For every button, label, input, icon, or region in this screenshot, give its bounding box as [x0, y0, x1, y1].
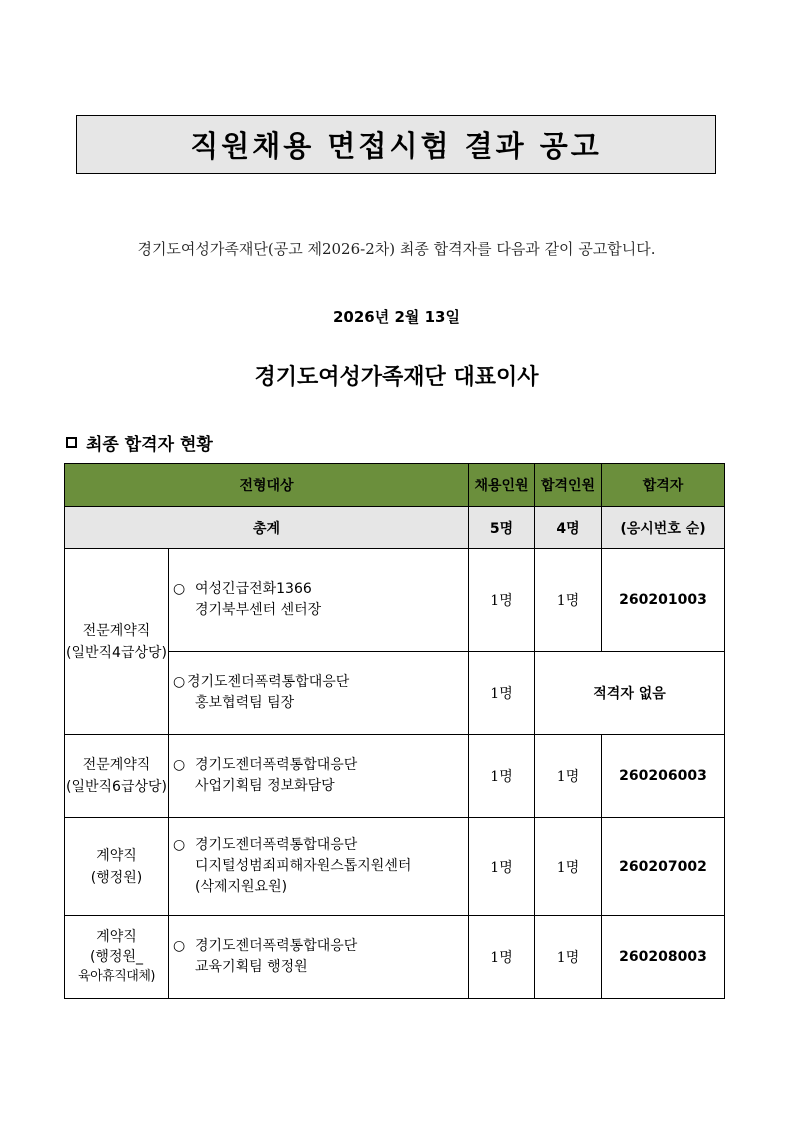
dept-cell: [169, 818, 469, 916]
total-pass: 4명: [535, 507, 602, 549]
table-row: [65, 735, 725, 818]
intro-text: 경기도여성가족재단(공고 제2026-2차) 최종 합격자를 다음과 같이 공고합니다.: [137, 240, 656, 258]
table-header-row: [65, 464, 725, 507]
category-cell: [65, 818, 169, 916]
category-line: 계약직: [96, 929, 137, 945]
total-hire: 5명: [469, 507, 535, 549]
hire-count-cell: 1명: [469, 818, 535, 916]
hire-count-cell: 1명: [469, 549, 535, 652]
section-heading: [66, 430, 213, 455]
passer-cell: 260207002: [602, 818, 725, 916]
hire-count-cell: 1명: [469, 652, 535, 735]
header-pass-count: 합격인원: [535, 464, 602, 507]
category-line: (행정원_: [89, 949, 144, 965]
passer-cell: 260201003: [602, 549, 725, 652]
passer-cell: 260206003: [602, 735, 725, 818]
dept-line: 홍보협력팀 팀장: [195, 695, 295, 711]
dept-line: 디지털성범죄피해자원스톱지원센터: [195, 858, 412, 874]
dept-line: 경기도젠더폭력통합대응단: [195, 837, 358, 853]
pass-count-cell: 1명: [535, 735, 602, 818]
category-cell: [65, 735, 169, 818]
dept-line: 경기북부센터 센터장: [195, 602, 322, 618]
bullet-icon: ○: [173, 837, 186, 853]
passer-cell: 260208003: [602, 916, 725, 999]
results-table: [64, 463, 725, 999]
checkbox-icon: [66, 437, 77, 448]
total-note: (응시번호 순): [602, 507, 725, 549]
dept-cell: [169, 916, 469, 999]
category-line: 계약직: [96, 847, 137, 864]
bullet-icon: ○: [173, 674, 186, 690]
hire-count-cell: 1명: [469, 735, 535, 818]
category-line: (일반직4급상당): [66, 644, 167, 661]
page-title: 직원채용 면접시험 결과 공고: [76, 115, 716, 174]
table-row: [65, 549, 725, 652]
header-target: 전형대상: [65, 464, 469, 507]
category-line: (행정원): [90, 869, 143, 886]
announcement-date: 2026년 2월 13일: [333, 308, 460, 326]
dept-cell: [169, 549, 469, 652]
category-line: 육아휴직대체): [78, 969, 155, 984]
total-row: [65, 507, 725, 549]
dept-line: 여성긴급전화1366: [195, 581, 312, 597]
header-hire-count: 채용인원: [469, 464, 535, 507]
dept-line: (삭제지원요원): [195, 879, 288, 895]
dept-cell: [169, 735, 469, 818]
dept-line: 경기도젠더폭력통합대응단: [195, 938, 358, 954]
passer-cell: 적격자 없음: [535, 652, 725, 735]
category-cell: [65, 916, 169, 999]
issuer-name: 경기도여성가족재단 대표이사: [254, 364, 539, 390]
category-line: 전문계약직: [82, 757, 151, 773]
dept-line: 경기도젠더폭력통합대응단: [195, 757, 358, 773]
pass-count-cell: 1명: [535, 818, 602, 916]
table-row: [65, 818, 725, 916]
header-passers: 합격자: [602, 464, 725, 507]
dept-line: 교육기획팀 행정원: [195, 959, 308, 975]
section-title: 최종 합격자 현황: [86, 435, 213, 455]
category-line: 전문계약직: [82, 622, 151, 639]
table-row: [65, 916, 725, 999]
pass-count-cell: 1명: [535, 916, 602, 999]
dept-line: 경기도젠더폭력통합대응단: [187, 674, 350, 690]
bullet-icon: ○: [173, 757, 186, 773]
total-label: 총계: [65, 507, 469, 549]
dept-line: 사업기획팀 정보화담당: [195, 778, 335, 794]
hire-count-cell: 1명: [469, 916, 535, 999]
bullet-icon: ○: [173, 581, 186, 597]
bullet-icon: ○: [173, 938, 186, 954]
category-cell: [65, 549, 169, 735]
pass-count-cell: 1명: [535, 549, 602, 652]
dept-cell: [169, 652, 469, 735]
category-line: (일반직6급상당): [66, 779, 167, 795]
